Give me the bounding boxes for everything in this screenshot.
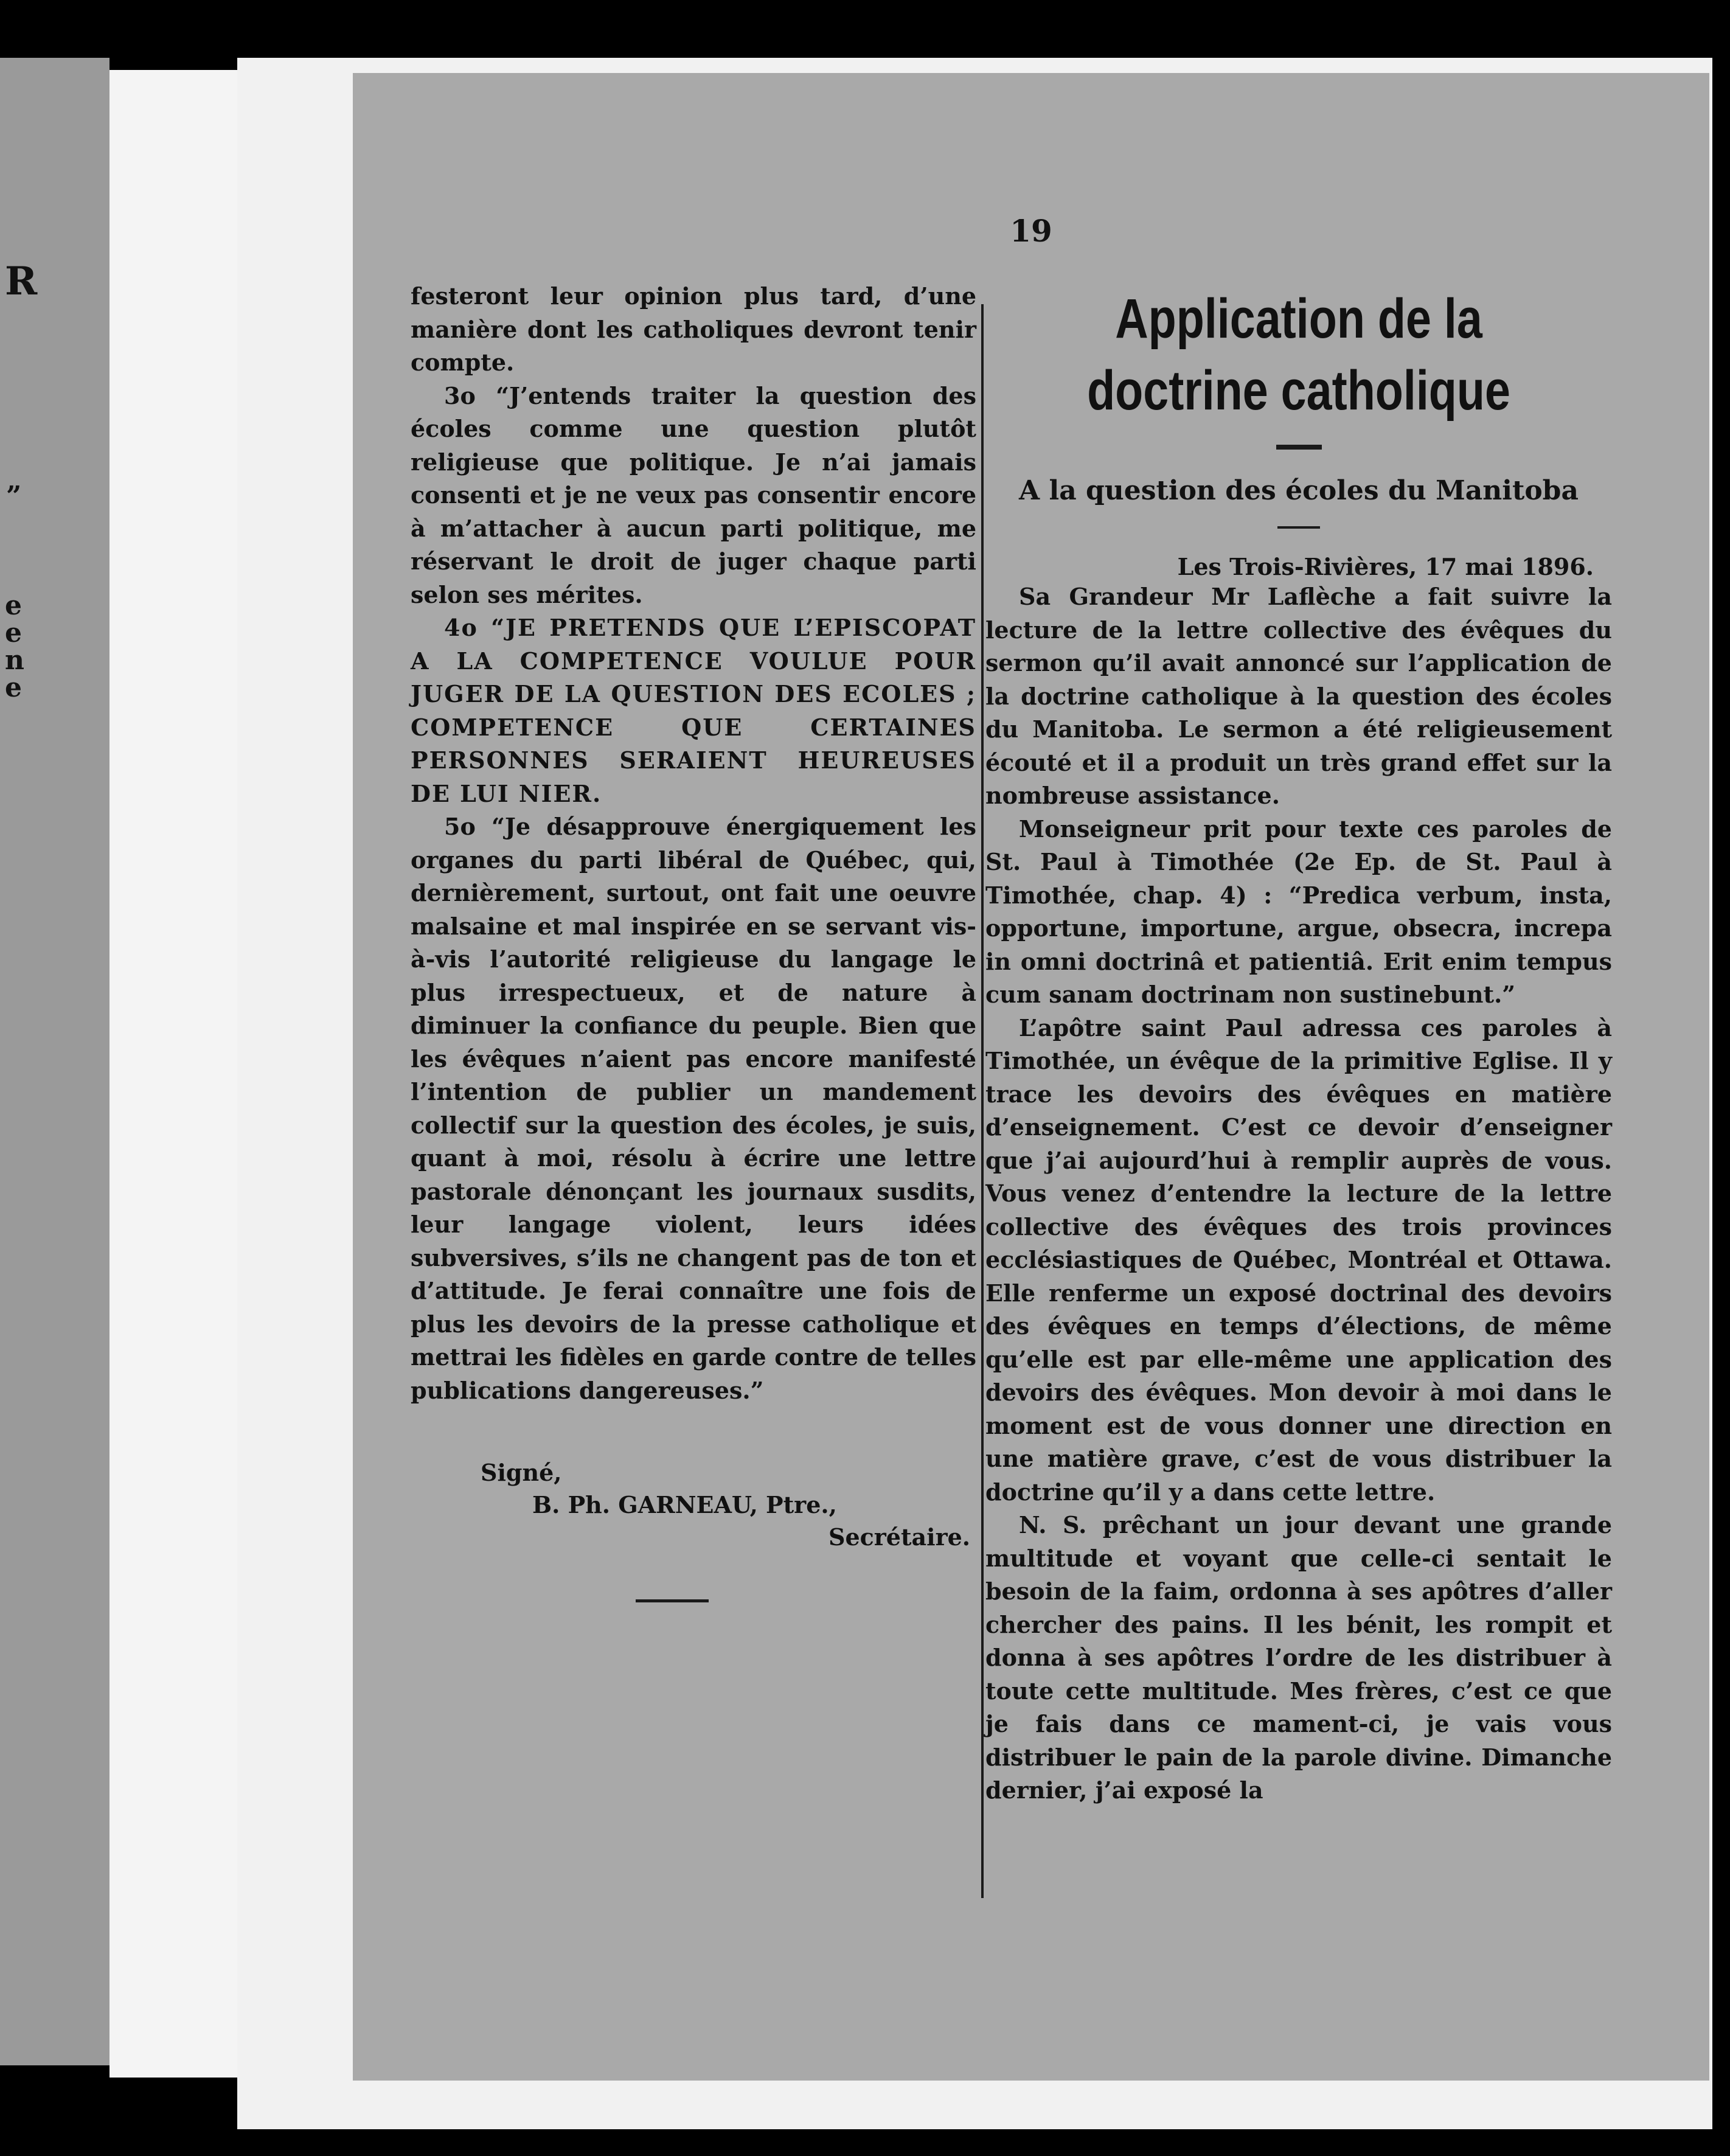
signature-label: Signé, xyxy=(481,1459,562,1486)
column-divider xyxy=(981,304,984,1898)
paragraph: 3o “J’entends traiter la question des écoles comme une question plutôt religieuse que politique. Je n’ai jamais consenti et je ne veux pas consentir encore à m’attacher à aucun parti politique, me réservant le droit de juger chaque parti selon ses mérites. xyxy=(411,381,976,608)
edge-fragment: e xyxy=(5,590,22,621)
paragraph: N. S. prêchant un jour devant une grande multitude et voyant que celle-ci sentait le besoin de la faim, ordonna à ses apôtres d’aller chercher des pains. Il les bénit, les rompit et donna à ses apôtres l’ordre de les distribuer à toute cette multitude. Mes frères, c’est ce que je fais dans ce mament-ci, je vais vous distribuer le pain de la parole divine. Dimanche dernier, j’ai exposé la xyxy=(985,1511,1612,1804)
paragraph: festeront leur opinion plus tard, d’une manière dont les catholiques devront tenir compte. xyxy=(411,282,976,376)
article-headline: Application de la doctrine catholique xyxy=(1087,288,1510,422)
dateline: Les Trois-Rivières, 17 mai 1896. xyxy=(1177,553,1594,580)
newspaper-page xyxy=(353,73,1709,2081)
section-rule xyxy=(636,1599,709,1602)
signatory-name: B. Ph. GARNEAU, Ptre., xyxy=(532,1491,837,1518)
signatory-role: Secrétaire. xyxy=(829,1523,970,1551)
left-column xyxy=(411,280,976,1602)
paragraph: 4o “JE PRETENDS QUE L’EPISCOPAT A LA COMPETENCE VOULUE POUR JUGER DE LA QUESTION DES ECOLES ; COMPETENCE QUE CERTAINES PERSONNES SERAIENT HEUREUSES DE LUI NIER. xyxy=(411,614,976,807)
subheading-rule xyxy=(1277,526,1320,529)
edge-fragment: R xyxy=(5,259,38,304)
headline-rule xyxy=(1276,445,1322,450)
edge-fragment: e xyxy=(5,672,22,703)
paragraph: L’apôtre saint Paul adressa ces paroles à Timothée, un évêque de la primitive Eglise. Il y trace les devoirs des évêques en matière d’enseignement. C’est ce devoir d’enseigner que j’ai aujourd’hui à remplir auprès de vous. Vous venez d’entendre la lecture de la lettre collective des évêques des trois provinces ecclésiastiques de Québec, Montréal et Ottawa. Elle renferme un exposé doctrinal des devoirs des évêques en temps d’élections, de même qu’elle est par elle-même une application des devoirs des évêques. Mon devoir à moi dans le moment est de vous donner une direction en une matière grave, c’est de vous distribuer la doctrine qu’il y a dans cette lettre. xyxy=(985,1014,1612,1506)
right-column xyxy=(985,283,1612,1807)
article-subheading: A la question des écoles du Manitoba xyxy=(1019,475,1579,506)
paragraph: Sa Grandeur Mr Laflèche a fait suivre la lecture de la lettre collective des évêques du sermon qu’il avait annoncé sur l’application de la doctrine catholique à la question des écoles du Manitoba. Le sermon a été religieusement écouté et il a produit un très grand effet sur la nombreuse assistance. xyxy=(985,583,1612,809)
edge-fragment: e xyxy=(5,617,22,649)
page-gutter xyxy=(109,70,237,2078)
paragraph: 5o “Je désapprouve énergiquement les organes du parti libéral de Québec, qui, dernièrement, surtout, ont fait une oeuvre malsaine et mal inspirée en se servant vis-à-vis l’autorité religieuse du langage le plus irrespectueux, et de nature à diminuer la confiance du peuple. Bien que les évêques n’aient pas encore manifesté l’intention de publier un mandement collectif sur la question des écoles, je suis, quant à moi, résolu à écrire une lettre pastorale dénonçant les journaux susdits, leur langage violent, leurs idées subversives, s’ils ne changent pas de ton et d’attitude. Je ferai connaître une fois de plus les devoirs de la presse catholique et mettrai les fidèles en garde contre de telles publications dangereuses.” xyxy=(411,813,976,1404)
page-number: 19 xyxy=(1010,213,1052,249)
paragraph: Monseigneur prit pour texte ces paroles de St. Paul à Timothée (2e Ep. de St. Paul à Timothée, chap. 4) : “Predica verbum, insta, opportune, importune, argue, obsecra, increpa in omni doctrinâ et patientiâ. Erit enim tempus cum sanam doctrinam non sustinebunt.” xyxy=(985,815,1612,1008)
edge-fragment: n xyxy=(5,645,24,676)
adjacent-page-edge xyxy=(0,58,109,2065)
edge-fragment: ” xyxy=(6,481,22,512)
